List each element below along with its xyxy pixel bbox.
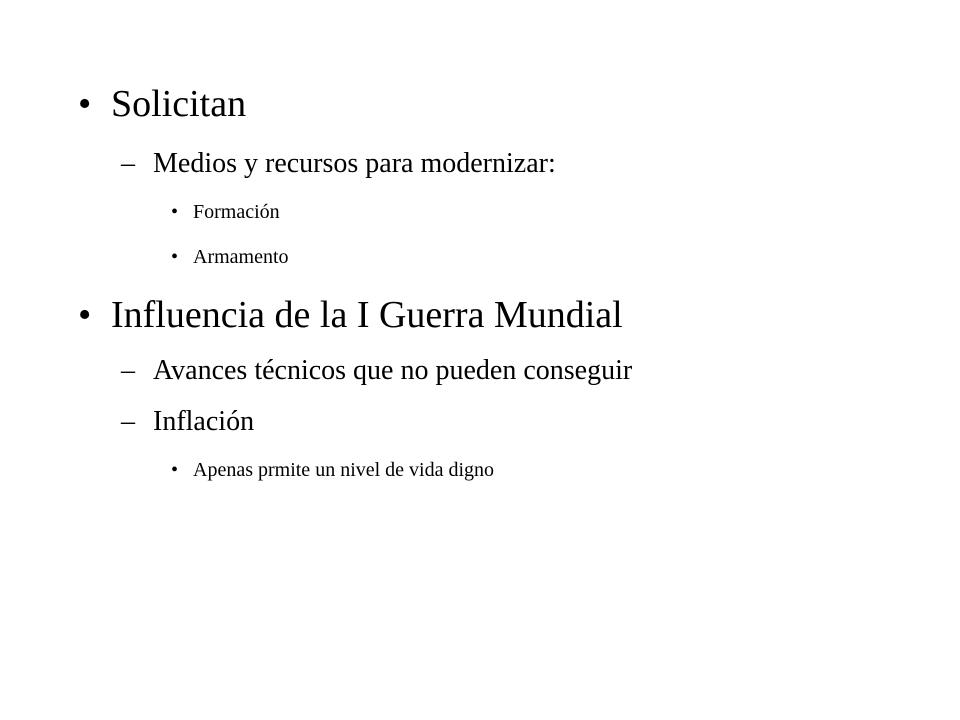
bullet-marker: •	[171, 246, 179, 268]
bullet-text: Medios y recursos para modernizar:	[153, 148, 556, 179]
bullet-item-level2	[121, 406, 255, 437]
bullet-text: Apenas prmite un nivel de vida digno	[193, 459, 495, 481]
dash-marker: –	[121, 148, 135, 179]
bullet-text: Influencia de la I Guerra Mundial	[111, 294, 623, 336]
bullet-text: Solicitan	[111, 83, 247, 125]
bullet-item-level3	[171, 459, 495, 481]
bullet-text: Armamento	[193, 246, 289, 268]
bullet-item-level1	[78, 83, 247, 125]
bullet-text: Inflación	[153, 406, 255, 437]
dash-marker: –	[121, 355, 135, 386]
bullet-marker: •	[78, 83, 92, 125]
bullet-text: Avances técnicos que no pueden conseguir	[153, 355, 633, 386]
bullet-marker: •	[171, 201, 179, 223]
bullet-text: Formación	[193, 201, 280, 223]
bullet-item-level1	[78, 294, 623, 336]
bullet-item-level2	[121, 148, 556, 179]
dash-marker: –	[121, 406, 135, 437]
bullet-item-level3	[171, 201, 280, 223]
bullet-item-level3	[171, 246, 289, 268]
bullet-marker: •	[78, 294, 92, 336]
bullet-item-level2	[121, 355, 633, 386]
bullet-marker: •	[171, 459, 179, 481]
